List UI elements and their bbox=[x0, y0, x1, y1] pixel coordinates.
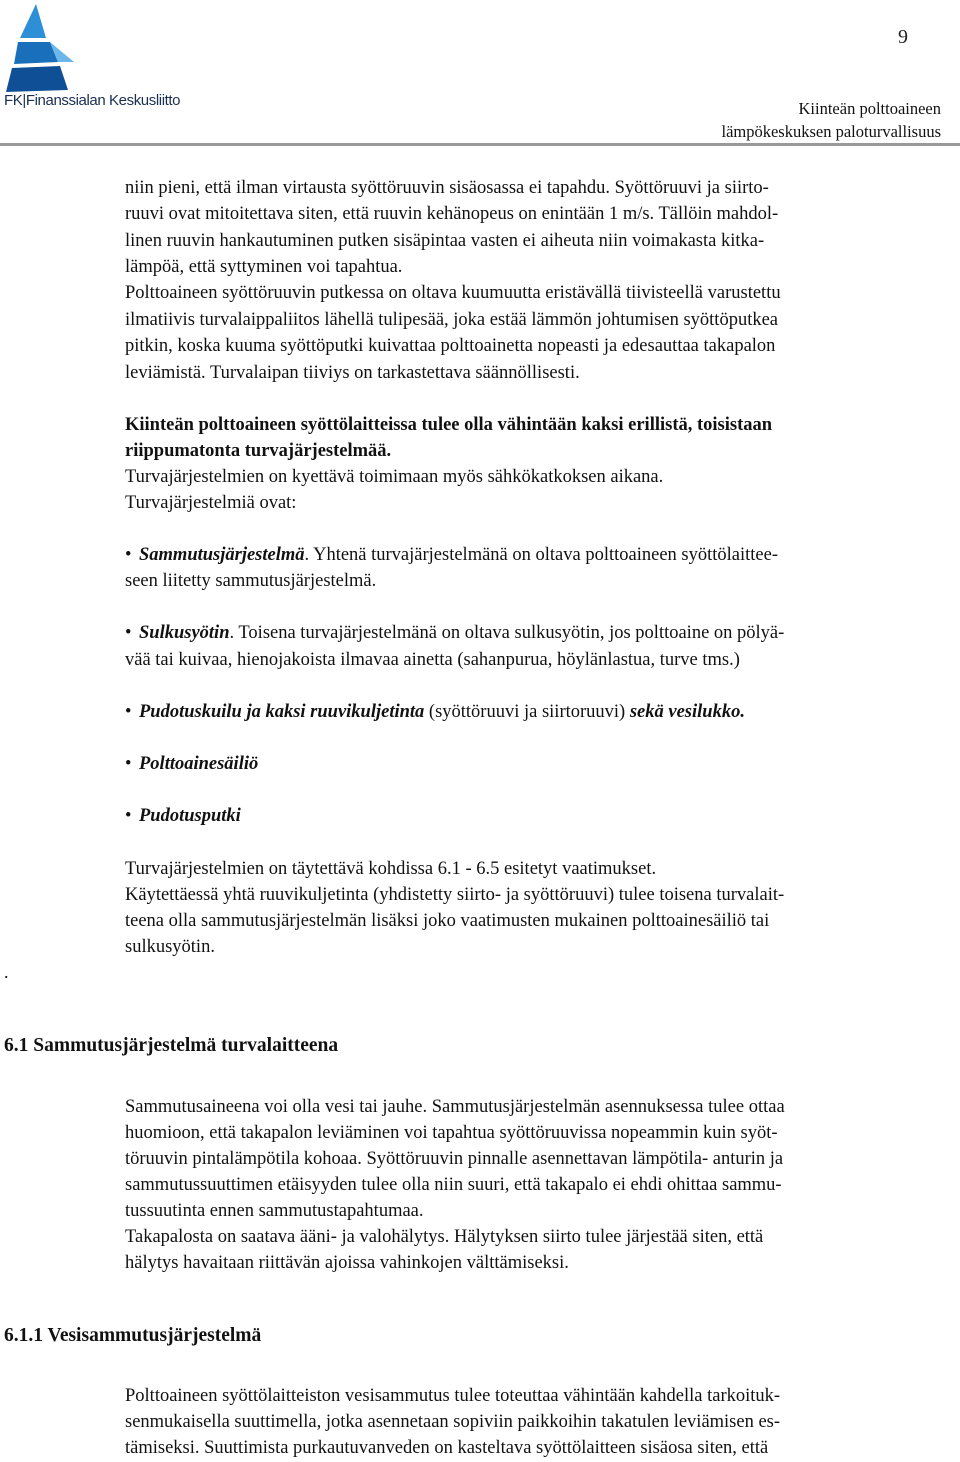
text-line: Polttoaineen syöttölaitteiston vesisammutus tulee toteuttaa vähintään kahdella tarkoituk- bbox=[125, 1386, 781, 1406]
bullet-item-sammutusjarjestelma bbox=[125, 542, 778, 568]
bullet-term: Sulkusyötin bbox=[139, 623, 230, 643]
text-line: Turvajärjestelmien on täytettävä kohdissa 6.1 - 6.5 esitetyt vaatimukset. bbox=[125, 859, 657, 879]
bullet-icon: • bbox=[125, 545, 132, 565]
bullet-term: Polttoainesäiliö bbox=[139, 754, 259, 774]
text-line: vää tai kuivaa, hienojakoista ilmavaa ainetta (sahanpurua, höylänlastua, turve tms.) bbox=[125, 650, 740, 670]
bullet-text: . Yhtenä turvajärjestelmänä on oltava polttoaineen syöttölaittee- bbox=[304, 545, 778, 565]
header-rule bbox=[0, 143, 960, 146]
bullet-item-polttoainesailio bbox=[125, 751, 258, 777]
page-number: 9 bbox=[898, 26, 908, 48]
text-line: ilmatiivis turvalaippaliitos lähellä tulipesää, joka estää lämmön johtumisen syöttöputkea bbox=[125, 310, 779, 330]
text-line: tussuutinta ennen sammutustapahtumaa. bbox=[125, 1201, 424, 1221]
text-line: sammutussuuttimen etäisyyden tulee olla niin suuri, että takapalo ei ehdi ohittaa sammu- bbox=[125, 1175, 782, 1195]
text-line: linen ruuvin hankautuminen putken sisäpintaa vasten ei aiheuta niin voimakasta kitka- bbox=[125, 231, 765, 251]
section-heading-6-1-1: 6.1.1 Vesisammutusjärjestelmä bbox=[4, 1325, 262, 1346]
bullet-term-end: sekä vesilukko. bbox=[629, 702, 745, 722]
bullet-term: Pudotuskuilu ja kaksi ruuvikuljetinta bbox=[139, 702, 425, 722]
text-line: Polttoaineen syöttöruuvin putkessa on oltava kuumuutta eristävällä tiivisteellä varustettu bbox=[125, 283, 781, 303]
stray-dot: . bbox=[4, 962, 9, 982]
text-line: senmukaisella suuttimella, jotka asennetaan sopiviin paikkoihin takatulen leviämisen es- bbox=[125, 1412, 781, 1432]
bullet-icon: • bbox=[125, 623, 132, 643]
bullet-icon: • bbox=[125, 754, 132, 774]
text-line: pitkin, koska kuuma syöttöputki kuivattaa polttoainetta nopeasti ja edesauttaa takapalon bbox=[125, 336, 776, 356]
text-line: tämiseksi. Suuttimista purkautuvanveden on kasteltava syöttölaitteen sisäosa siten, että bbox=[125, 1438, 769, 1458]
bullet-item-pudotusputki bbox=[125, 803, 241, 829]
bullet-term: Pudotusputki bbox=[139, 806, 241, 826]
logo-shape-base bbox=[6, 66, 68, 92]
bold-requirement-line-2: riippumatonta turvajärjestelmää. bbox=[125, 441, 392, 461]
text-line: Sammutusaineena voi olla vesi tai jauhe. Sammutusjärjestelmän asennuksessa tulee ottaa bbox=[125, 1097, 785, 1117]
text-line: teena olla sammutusjärjestelmän lisäksi joko vaatimusten mukainen polttoainesäiliö tai bbox=[125, 911, 770, 931]
bullet-item-pudotuskuilu bbox=[125, 699, 745, 725]
bullet-term: Sammutusjärjestelmä bbox=[139, 545, 305, 565]
running-header-line-1: Kiinteän polttoaineen bbox=[798, 99, 941, 118]
text-line: seen liitetty sammutusjärjestelmä. bbox=[125, 571, 377, 591]
logo-text: FK|Finanssialan Keskusliitto bbox=[4, 92, 181, 109]
text-line: Käytettäessä yhtä ruuvikuljetinta (yhdistetty siirto- ja syöttöruuvi) tulee toisena turvalait- bbox=[125, 885, 785, 905]
bullet-icon: • bbox=[125, 702, 132, 722]
section-heading-6-1: 6.1 Sammutusjärjestelmä turvalaitteena bbox=[4, 1035, 339, 1056]
bullet-text: (syöttöruuvi ja siirtoruuvi) bbox=[424, 702, 630, 722]
bold-requirement-line-1: Kiinteän polttoaineen syöttölaitteissa tulee olla vähintään kaksi erillistä, toisistaan bbox=[125, 415, 773, 435]
text-line: Turvajärjestelmiä ovat: bbox=[125, 493, 297, 513]
bullet-icon: • bbox=[125, 806, 132, 826]
text-line: leviämistä. Turvalaipan tiiviys on tarkastettava säännöllisesti. bbox=[125, 363, 580, 383]
bullet-item-sulkusyotin bbox=[125, 620, 784, 646]
text-line: Turvajärjestelmien on kyettävä toimimaan myös sähkökatkoksen aikana. bbox=[125, 467, 664, 487]
text-line: sulkusyötin. bbox=[125, 937, 215, 957]
text-line: lämpöä, että syttyminen voi tapahtua. bbox=[125, 257, 403, 277]
text-line: Takapalosta on saatava ääni- ja valohälytys. Hälytyksen siirto tulee järjestää siten, että bbox=[125, 1227, 764, 1247]
logo-shape-top bbox=[20, 4, 46, 38]
text-line: töruuvin pintalämpötila kohoaa. Syöttöruuvin pinnalle asennettavan lämpötila- anturin ja bbox=[125, 1149, 784, 1169]
text-line: niin pieni, että ilman virtausta syöttöruuvin sisäosassa ei tapahdu. Syöttöruuvi ja siirto- bbox=[125, 178, 769, 198]
running-header-line-2: lämpökeskuksen paloturvallisuus bbox=[721, 122, 941, 141]
bullet-text: . Toisena turvajärjestelmänä on oltava sulkusyötin, jos polttoaine on pölyä- bbox=[229, 623, 785, 643]
text-line: ruuvi ovat mitoitettava siten, että ruuvin kehänopeus on enintään 1 m/s. Tällöin mahdol- bbox=[125, 204, 779, 224]
text-line: huomioon, että takapalon leviäminen voi tapahtua syöttöruuvissa nopeammin kuin syöt- bbox=[125, 1123, 778, 1143]
text-line: hälytys havaitaan riittävän ajoissa vahinkojen välttämiseksi. bbox=[125, 1253, 569, 1273]
